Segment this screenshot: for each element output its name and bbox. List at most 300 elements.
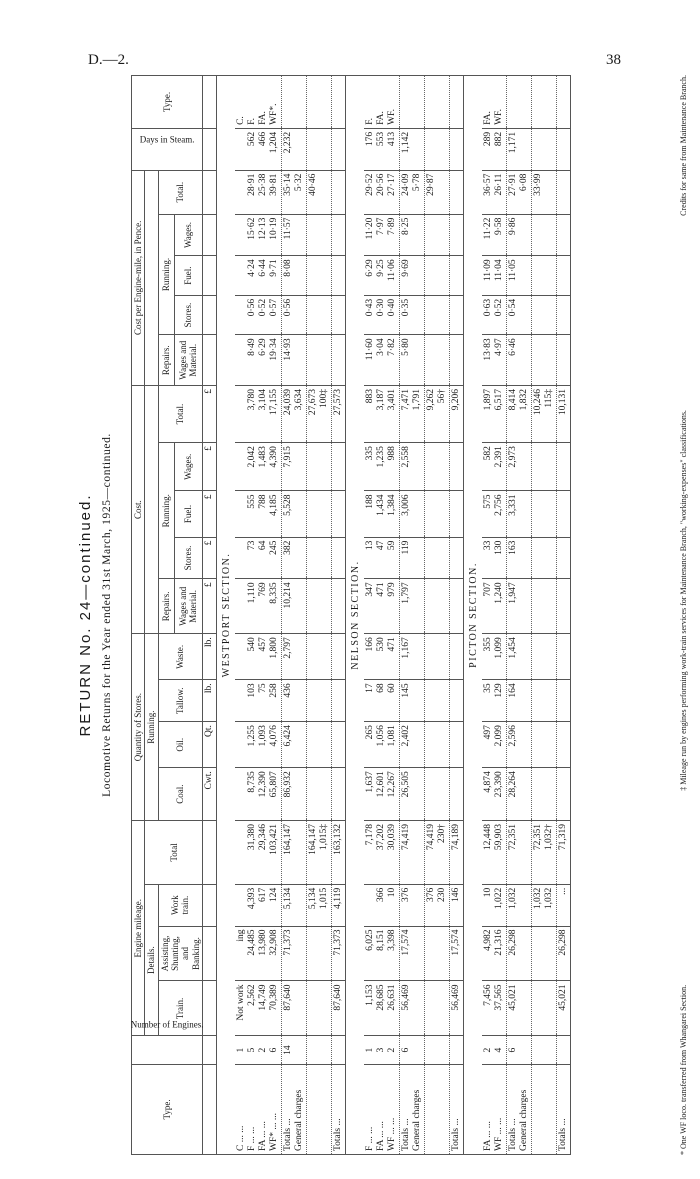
table-cell: 1,032 1,032	[531, 884, 556, 926]
table-cell	[424, 1036, 449, 1065]
table-cell: 71,319	[556, 821, 570, 885]
table-cell: 562 466 1,204	[235, 128, 281, 170]
table-cell	[424, 722, 449, 768]
table-cell: 8,735 12,390 65,807	[235, 768, 281, 821]
table-cell: 11·22 9·58	[482, 214, 506, 256]
table-cell: 119	[400, 537, 425, 579]
table-cell	[331, 295, 345, 335]
header-repairs: Repairs.	[158, 579, 174, 634]
header-tallow: Tallow.	[158, 680, 202, 722]
page-header-left: D.—2.	[88, 52, 129, 68]
table-cell	[531, 579, 556, 634]
table-cell: 1,167	[400, 634, 425, 680]
table-cell: 28,264	[507, 768, 532, 821]
header-total-mileage: Total	[145, 821, 203, 885]
table-cell: 6·46	[507, 335, 532, 386]
table-cell	[203, 256, 217, 296]
table-cell	[307, 1036, 332, 1065]
table-cell: 0·43 0·30 0·40	[364, 295, 399, 335]
table-cell: 1,797	[400, 579, 425, 634]
table-cell: Qt.	[203, 722, 217, 768]
table-cell	[424, 491, 449, 537]
table-cell	[424, 680, 449, 722]
table-cell: 72,351	[507, 821, 532, 885]
table-cell: 8,414 1,832	[507, 385, 532, 442]
table-cell: 0·54	[507, 295, 532, 335]
header-train: Train.	[158, 981, 202, 1036]
table-cell: 45,021	[507, 981, 532, 1036]
table-cell: 9,262 56†	[424, 385, 449, 442]
table-cell: 10,131	[556, 385, 570, 442]
table-cell	[449, 722, 463, 768]
table-cell: 5,134	[282, 884, 307, 926]
table-cell: F ... ... FA ... ... WF ... ...	[364, 1064, 399, 1154]
table-cell: 366 10	[364, 884, 399, 926]
table-cell: 8·25	[400, 214, 425, 256]
table-cell	[556, 680, 570, 722]
table-cell: 27,573	[331, 385, 345, 442]
table-cell	[203, 926, 217, 981]
table-cell	[307, 680, 332, 722]
table-cell: 74,419	[400, 821, 425, 885]
table-cell: 0·56 0·52 0·57	[235, 295, 281, 335]
table-cell	[531, 926, 556, 981]
header-cpm-wages-material: Wages and Material.	[174, 335, 202, 386]
table-cell	[424, 128, 449, 170]
table-cell: 6,424	[282, 722, 307, 768]
header-num-engines: Number of Engines.	[132, 1036, 203, 1065]
table-cell: 87,640	[331, 981, 345, 1036]
table-cell: 3,780 3,104 17,155	[235, 385, 281, 442]
header-cost-running: Running.	[158, 443, 174, 579]
table-cell	[307, 722, 332, 768]
table-cell	[424, 443, 449, 491]
table-cell	[307, 256, 332, 296]
header-details: Details.	[145, 884, 158, 1036]
table-cell: 4,982 21,316	[482, 926, 506, 981]
table-cell: 2,973	[507, 443, 532, 491]
header-cpm-wages: Wages.	[174, 214, 202, 256]
table-cell	[531, 768, 556, 821]
table-cell	[449, 128, 463, 170]
table-cell: 5,134 1,015	[307, 884, 332, 926]
table-cell	[203, 335, 217, 386]
table-cell	[307, 491, 332, 537]
table-cell: 1,255 1,093 4,076	[235, 722, 281, 768]
table-cell	[307, 634, 332, 680]
table-cell	[556, 768, 570, 821]
table-cell	[424, 214, 449, 256]
table-cell: 164	[507, 680, 532, 722]
table-cell: 10,246 115‡	[531, 385, 556, 442]
table-cell: 26,298	[507, 926, 532, 981]
table-cell	[331, 256, 345, 296]
table-cell	[331, 443, 345, 491]
table-cell	[331, 214, 345, 256]
table-cell	[449, 443, 463, 491]
table-cell	[449, 634, 463, 680]
table-cell	[331, 634, 345, 680]
table-cell	[531, 76, 556, 129]
table-row	[331, 76, 345, 1155]
table-cell	[449, 335, 463, 386]
section-heading-row	[345, 76, 364, 1155]
header-cpm-repairs: Repairs.	[158, 335, 174, 386]
table-cell: Totals ...	[449, 1064, 463, 1154]
table-cell	[331, 768, 345, 821]
table-cell: 575 2,756	[482, 491, 506, 537]
table-cell: 4·24 6·44 9·71	[235, 256, 281, 296]
table-cell	[556, 295, 570, 335]
rotated-table-page	[75, 75, 695, 1155]
table-cell	[556, 722, 570, 768]
table-cell: 540 457 1,800	[235, 634, 281, 680]
table-cell	[424, 76, 449, 129]
locomotive-returns-table	[131, 75, 571, 1155]
table-cell: 10 1,022	[482, 884, 506, 926]
table-cell	[307, 768, 332, 821]
table-cell	[307, 443, 332, 491]
table-row	[203, 76, 217, 1155]
table-cell: £	[203, 537, 217, 579]
table-cell: 436	[282, 680, 307, 722]
table-row	[424, 76, 449, 1155]
table-cell: 9,206	[449, 385, 463, 442]
table-cell	[331, 335, 345, 386]
table-cell: 2,232	[282, 128, 307, 170]
table-cell: 11·05	[507, 256, 532, 296]
table-cell	[307, 335, 332, 386]
table-row	[282, 76, 307, 1155]
table-cell: 6	[507, 1036, 532, 1065]
table-cell: 1,897 6,517	[482, 385, 506, 442]
table-cell	[307, 214, 332, 256]
table-cell: 145	[400, 680, 425, 722]
table-cell: 382	[282, 537, 307, 579]
table-cell	[331, 722, 345, 768]
table-cell: 355 1,099	[482, 634, 506, 680]
table-row	[482, 76, 506, 1155]
header-type-right: Type.	[132, 76, 203, 129]
picton-section	[463, 76, 570, 1155]
table-cell: 11·09 11·04	[482, 256, 506, 296]
table-row	[307, 76, 332, 1155]
table-cell	[556, 170, 570, 214]
table-cell: 74,419 230†	[424, 821, 449, 885]
table-cell: lb.	[203, 680, 217, 722]
nelson-section	[345, 76, 463, 1155]
header-assisting: Assisting, Shunting, and Banking.	[158, 926, 202, 981]
table-cell: 2 4	[482, 1036, 506, 1065]
table-cell	[331, 170, 345, 214]
table-cell: 883 3,187 3,401	[364, 385, 399, 442]
table-cell: 707 1,240	[482, 579, 506, 634]
table-cell: 27,673 100‡	[307, 385, 332, 442]
table-cell	[400, 76, 425, 129]
table-cell: 11·57	[282, 214, 307, 256]
table-cell	[307, 1064, 332, 1154]
table-row	[531, 76, 556, 1155]
footnote-2: ‡ Mileage run by engines performing work-train services for Maintenance Branch, "working-expenses" classifications.	[679, 410, 688, 791]
table-cell	[331, 128, 345, 170]
table-cell	[331, 537, 345, 579]
table-cell: F. FA. WF.	[364, 76, 399, 129]
table-cell: FA ... ... WF ... ...	[482, 1064, 506, 1154]
table-cell: 1,947	[507, 579, 532, 634]
table-cell	[449, 170, 463, 214]
table-cell: 166 530 471	[364, 634, 399, 680]
table-cell	[556, 579, 570, 634]
table-cell: 11·20 7·97 7·89	[364, 214, 399, 256]
table-cell	[424, 768, 449, 821]
table-cell	[449, 256, 463, 296]
table-cell	[203, 214, 217, 256]
header-stores: Stores.	[174, 537, 202, 579]
table-cell: 9·69	[400, 256, 425, 296]
table-cell: 17,574	[449, 926, 463, 981]
table-cell	[531, 981, 556, 1036]
table-cell	[203, 170, 217, 214]
header-cost-total: Total.	[158, 385, 202, 442]
table-cell: 6·29 9·25 11·06	[364, 256, 399, 296]
table-cell: £	[203, 579, 217, 634]
table-cell: 71,373	[282, 926, 307, 981]
table-cell: 73 64 245	[235, 537, 281, 579]
table-cell: 0·63 0·52	[482, 295, 506, 335]
table-cell: 8·08	[282, 256, 307, 296]
table-cell	[331, 76, 345, 129]
table-cell	[449, 295, 463, 335]
table-cell: 71,373	[331, 926, 345, 981]
table-cell: 164,147 1,015‡	[307, 821, 332, 885]
table-cell: 164,147	[282, 821, 307, 885]
table-cell: 0·35	[400, 295, 425, 335]
table-cell: £	[203, 443, 217, 491]
table-cell: 40·46	[307, 170, 332, 214]
table-cell	[424, 256, 449, 296]
table-cell	[424, 926, 449, 981]
table-cell: 376	[400, 884, 425, 926]
table-cell: 1,454	[507, 634, 532, 680]
table-cell: 1 5 2 6	[235, 1036, 281, 1065]
table-cell: 36·57 26·11	[482, 170, 506, 214]
table-cell: 103 75 258	[235, 680, 281, 722]
table-cell: 376 230	[424, 884, 449, 926]
table-cell	[449, 579, 463, 634]
header-work-train: Work train.	[158, 884, 202, 926]
table-cell: C. F. FA. WF*.	[235, 76, 281, 129]
table-cell: 188 1,434 1,384	[364, 491, 399, 537]
table-cell: 1,171	[507, 128, 532, 170]
table-cell	[203, 1036, 217, 1065]
table-cell	[424, 981, 449, 1036]
table-cell	[307, 537, 332, 579]
section-heading: NELSON SECTION.	[345, 76, 364, 1155]
table-cell: 15·62 12·13 10·19	[235, 214, 281, 256]
footnote-3: Credits for same from Maintenance Branch.	[679, 75, 688, 216]
table-cell	[556, 128, 570, 170]
table-cell	[531, 680, 556, 722]
header-wages: Wages.	[174, 443, 202, 491]
table-cell	[531, 256, 556, 296]
table-cell: 74,189	[449, 821, 463, 885]
table-cell: 33·99	[531, 170, 556, 214]
table-cell: Totals ... General charges	[507, 1064, 532, 1154]
table-cell: 2,042 1,483 4,390	[235, 443, 281, 491]
header-waste: Waste.	[158, 634, 202, 680]
table-cell	[203, 128, 217, 170]
table-cell: 6,025 8,151 3,398	[364, 926, 399, 981]
table-cell: 1,110 769 8,335	[235, 579, 281, 634]
footnote-1: * One WF loco. transferred from Whangarei Section.	[679, 984, 688, 1155]
table-cell	[282, 76, 307, 129]
table-cell: 2,558	[400, 443, 425, 491]
table-cell: £	[203, 491, 217, 537]
section-heading-row	[216, 76, 235, 1155]
table-cell: 33 130	[482, 537, 506, 579]
table-cell	[531, 335, 556, 386]
table-cell: 2,596	[507, 722, 532, 768]
table-cell	[307, 295, 332, 335]
header-engine-mileage: Engine mileage.	[132, 821, 145, 1036]
table-cell: 86,932	[282, 768, 307, 821]
table-cell: 7,178 37,202 30,039	[364, 821, 399, 885]
table-cell	[307, 128, 332, 170]
table-cell: Totals ...	[556, 1064, 570, 1154]
table-cell	[203, 76, 217, 129]
table-cell	[449, 537, 463, 579]
table-cell: 31,380 29,346 103,421	[235, 821, 281, 885]
table-cell	[203, 821, 217, 885]
table-cell: 12,448 59,903	[482, 821, 506, 885]
table-cell	[203, 884, 217, 926]
table-row	[507, 76, 532, 1155]
table-cell	[424, 579, 449, 634]
table-cell: Not work 2,562 14,749 70,389	[235, 981, 281, 1036]
table-cell: ...	[556, 884, 570, 926]
footnotes	[679, 75, 688, 1155]
table-cell: 10,214	[282, 579, 307, 634]
table-cell	[531, 214, 556, 256]
table-cell: 2,797	[282, 634, 307, 680]
table-cell	[203, 295, 217, 335]
table-cell: 2,402	[400, 722, 425, 768]
table-cell: 26,505	[400, 768, 425, 821]
table-cell: 176 553 413	[364, 128, 399, 170]
page-number: 38	[606, 52, 621, 68]
table-cell	[331, 579, 345, 634]
table-cell: 3,331	[507, 491, 532, 537]
table-cell: 4,119	[331, 884, 345, 926]
header-cpm-fuel: Fuel.	[174, 256, 202, 296]
table-cell	[531, 722, 556, 768]
table-cell: 45,021	[556, 981, 570, 1036]
return-subtitle: Locomotive Returns for the Year ended 31st March, 1925—continued.	[101, 433, 113, 797]
titles	[77, 75, 113, 1155]
header-running-stores: Running.	[145, 634, 158, 821]
table-cell: 35 129	[482, 680, 506, 722]
table-cell: 29·52 20·56 27·17	[364, 170, 399, 214]
table-cell	[531, 537, 556, 579]
table-cell: 29·87	[424, 170, 449, 214]
table-cell: 163,132	[331, 821, 345, 885]
table-row	[556, 76, 570, 1155]
table-cell: FA. WF.	[482, 76, 506, 129]
table-cell	[307, 926, 332, 981]
table-cell: 7,915	[282, 443, 307, 491]
table-cell: 35·14 5·32	[282, 170, 307, 214]
header-type: Type.	[132, 1064, 203, 1154]
table-cell: 26,298	[556, 926, 570, 981]
table-cell: 265 1,056 1,081	[364, 722, 399, 768]
table-cell	[531, 128, 556, 170]
table-cell: 555 788 4,185	[235, 491, 281, 537]
table-cell: 7,456 37,565	[482, 981, 506, 1036]
table-cell: 1 3 2	[364, 1036, 399, 1065]
table-cell: 3,006	[400, 491, 425, 537]
table-cell: Totals ... General charges	[282, 1064, 307, 1154]
table-cell	[556, 1036, 570, 1065]
table-cell: C ... ... F ... ... FA ... ... WF* ... ...	[235, 1064, 281, 1154]
table-cell: lb.	[203, 634, 217, 680]
table-cell: 72,351 1,032†	[531, 821, 556, 885]
table-cell	[531, 295, 556, 335]
section-heading: WESTPORT SECTION.	[216, 76, 235, 1155]
table-cell: 335 1,235 988	[364, 443, 399, 491]
table-cell: 17,574	[400, 926, 425, 981]
table-cell	[307, 76, 332, 129]
table-cell: 4,393 617 124	[235, 884, 281, 926]
table-cell	[331, 680, 345, 722]
table-cell	[531, 491, 556, 537]
table-cell: Cwt.	[203, 768, 217, 821]
table-cell	[531, 1064, 556, 1154]
table-cell: 6	[400, 1036, 425, 1065]
table-cell: 28·91 25·38 39·81	[235, 170, 281, 214]
table-cell: Totals ... General charges	[400, 1064, 425, 1154]
table-cell	[556, 76, 570, 129]
table-cell: 13·83 4·97	[482, 335, 506, 386]
table-cell: 146	[449, 884, 463, 926]
header-fuel: Fuel.	[174, 491, 202, 537]
table-cell: £	[203, 385, 217, 442]
return-title: RETURN No. 24—continued.	[77, 493, 94, 737]
table-cell	[449, 491, 463, 537]
table-cell: 24·09 5·78	[400, 170, 425, 214]
table-cell: 1,032	[507, 884, 532, 926]
header-coal: Coal.	[158, 768, 202, 821]
table-cell: 582 2,391	[482, 443, 506, 491]
table-cell	[531, 634, 556, 680]
table-cell	[556, 256, 570, 296]
header-cost: Cost.	[132, 385, 145, 633]
table-cell: 497 2,099	[482, 722, 506, 768]
table-cell	[307, 579, 332, 634]
table-cell: 0·56	[282, 295, 307, 335]
header-cpm-stores: Stores.	[174, 295, 202, 335]
table-cell	[331, 1036, 345, 1065]
table-cell: 5·80	[400, 335, 425, 386]
table-cell: 17 68 60	[364, 680, 399, 722]
table-cell: 1,153 28,685 26,631	[364, 981, 399, 1036]
table-cell	[307, 981, 332, 1036]
section-heading-row	[463, 76, 482, 1155]
table-row	[364, 76, 399, 1155]
table-cell	[449, 1036, 463, 1065]
table-cell	[556, 443, 570, 491]
header-oil: Oil.	[158, 722, 202, 768]
table-cell	[531, 1036, 556, 1065]
